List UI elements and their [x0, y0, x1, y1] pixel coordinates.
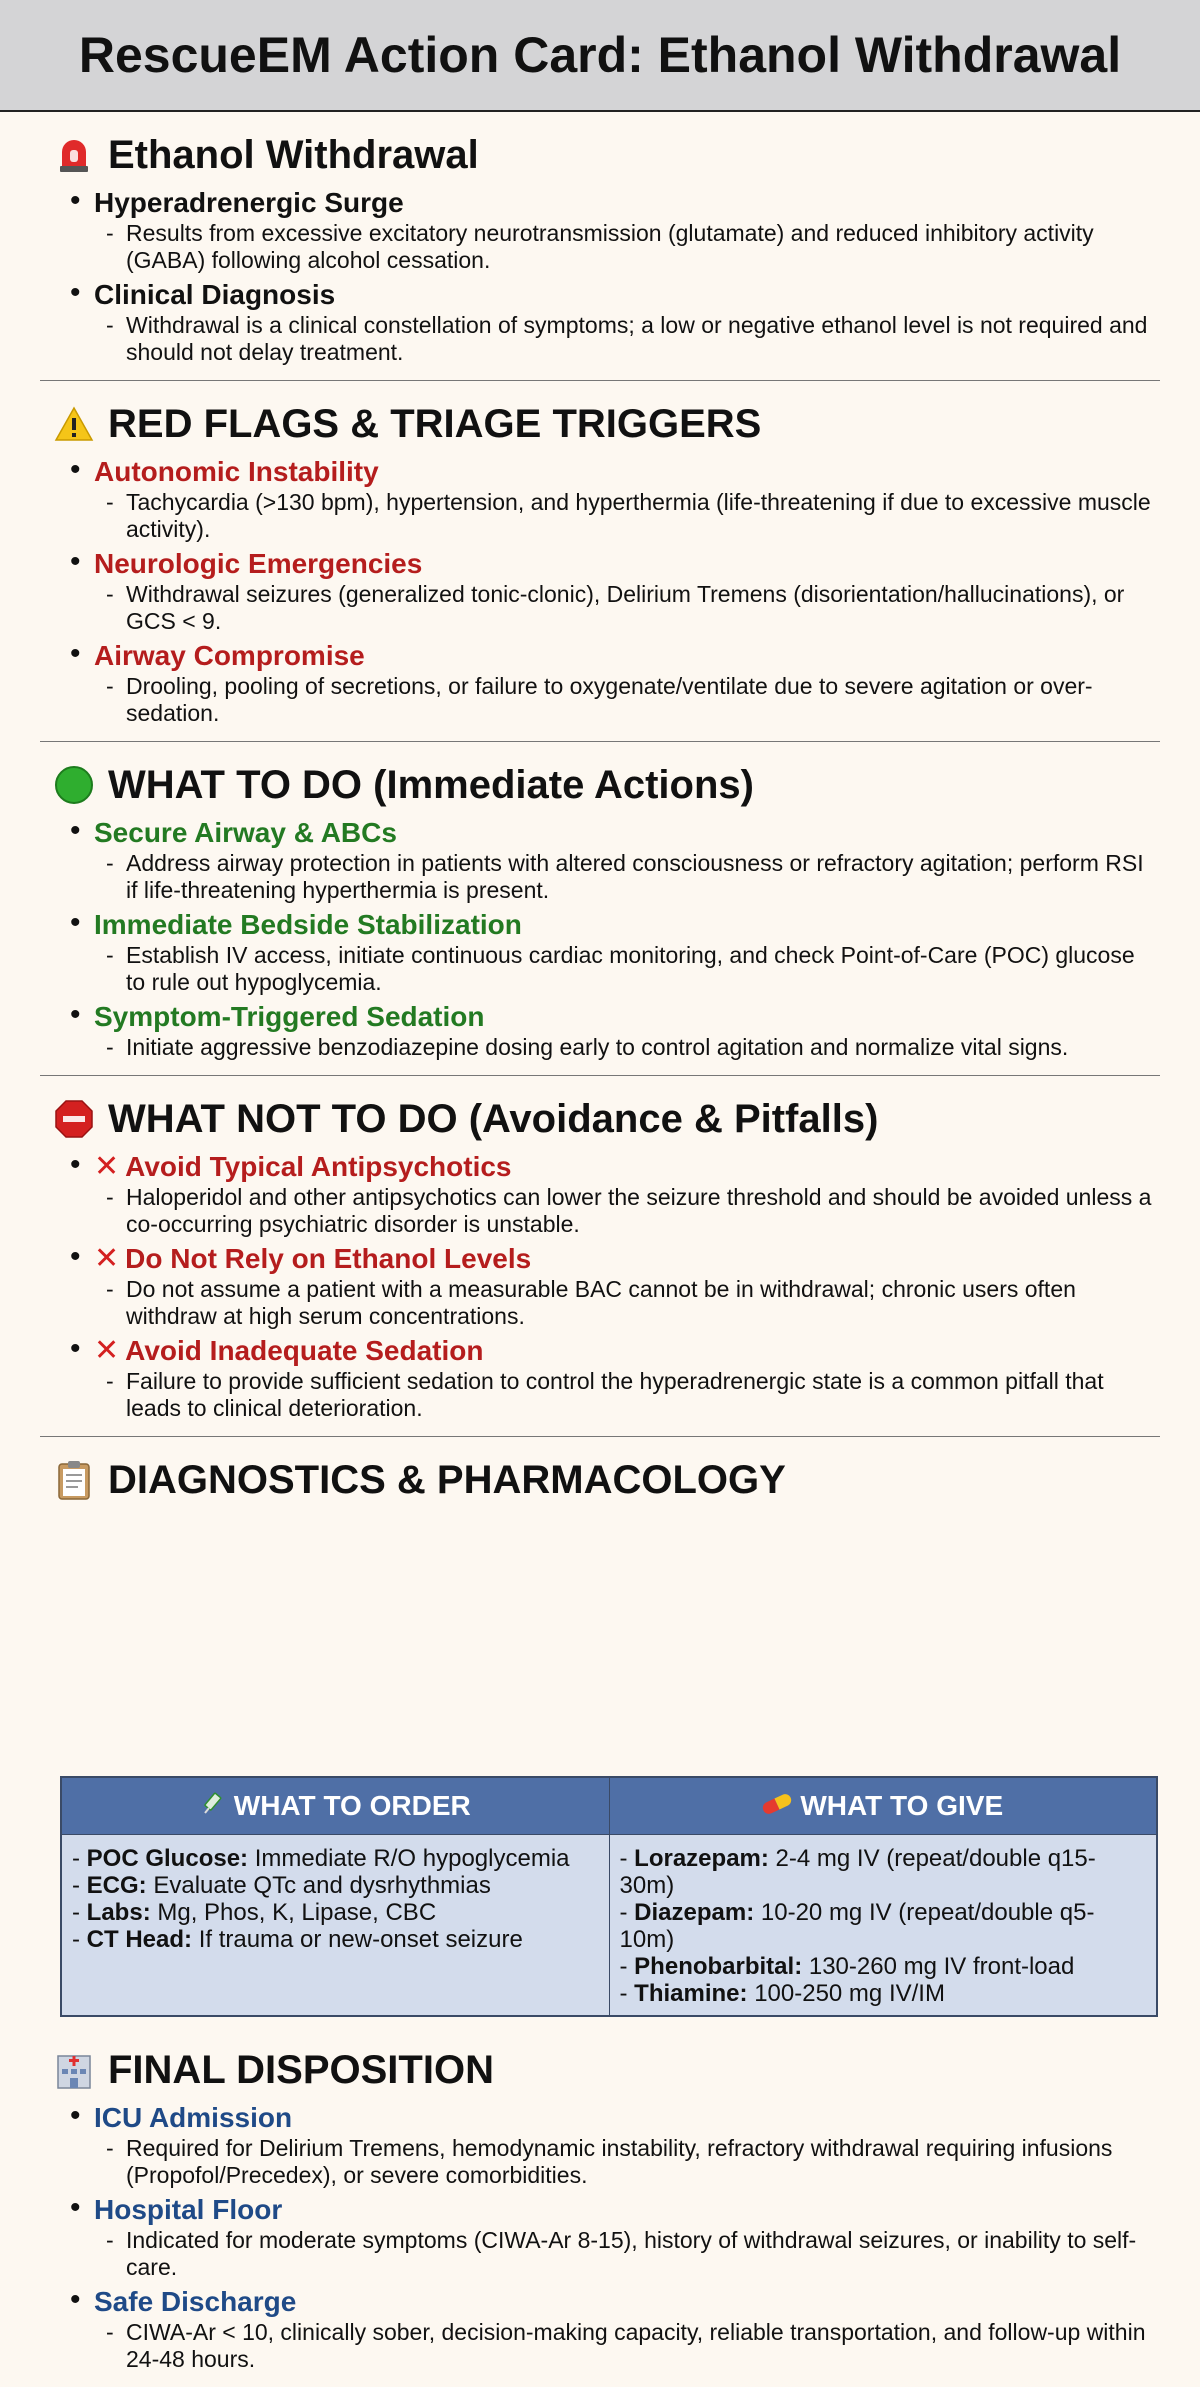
item-description: - Indicated for moderate symptoms (CIWA-Ar 8-15), history of withdrawal seizures, or inability to self-care.	[94, 2227, 1160, 2281]
section-heading	[54, 399, 1160, 449]
section-overview	[40, 112, 1160, 381]
section-title: FINAL DISPOSITION	[108, 2047, 494, 2092]
section-what-not-to-do	[40, 1076, 1160, 1437]
order-cell	[61, 1835, 609, 2017]
item-title: • Autonomic Instability	[94, 456, 379, 487]
order-column-header	[61, 1777, 609, 1835]
give-header-label: WHAT TO GIVE	[800, 1790, 1004, 1821]
syringe-icon	[200, 1790, 226, 1823]
item-title: • Symptom-Triggered Sedation	[94, 1001, 485, 1032]
section-title: Ethanol Withdrawal	[108, 132, 479, 177]
give-line: - Phenobarbital: 130-260 mg IV front-load	[619, 1953, 1075, 1980]
item-description: - Results from excessive excitatory neurotransmission (glutamate) and reduced inhibitory activity (GABA) following alcohol cessation.	[94, 220, 1160, 274]
list-item	[40, 1000, 1160, 1061]
give-line: - Thiamine: 100-250 mg IV/IM	[619, 1980, 945, 2007]
item-title	[94, 1334, 1160, 1368]
green-circle-icon	[54, 765, 94, 805]
order-header-label: WHAT TO ORDER	[233, 1790, 471, 1821]
section-title: RED FLAGS & TRIAGE TRIGGERS	[108, 401, 762, 446]
give-cell	[609, 1835, 1157, 2017]
list-item	[40, 639, 1160, 727]
item-title-text: Avoid Inadequate Sedation	[125, 1335, 484, 1366]
section-heading	[54, 1455, 1160, 1505]
section-red-flags	[40, 381, 1160, 742]
item-title: • Airway Compromise	[94, 640, 365, 671]
item-description: - Do not assume a patient with a measurable BAC cannot be in withdrawal; chronic users often withdraw at high serum concentrations.	[94, 1276, 1160, 1330]
item-description: - Required for Delirium Tremens, hemodynamic instability, refractory withdrawal requiring infusions (Propofol/Precedex), or severe comorbidities.	[94, 2135, 1160, 2189]
list-item	[40, 1334, 1160, 1422]
item-title	[94, 1242, 1160, 1276]
item-description: - Initiate aggressive benzodiazepine dosing early to control agitation and normalize vital signs.	[94, 1034, 1160, 1061]
list-item	[40, 1150, 1160, 1238]
cross-mark-icon: • ✕	[94, 1334, 120, 1367]
item-description: - Establish IV access, initiate continuous cardiac monitoring, and check Point-of-Care (POC) glucose to rule out hypoglycemia.	[94, 942, 1160, 996]
item-title: • Clinical Diagnosis	[94, 279, 336, 310]
give-line: - Diazepam: 10-20 mg IV (repeat/double q5-10m)	[619, 1899, 1095, 1953]
item-description: - Withdrawal seizures (generalized tonic-clonic), Delirium Tremens (disorientation/hallucinations), or GCS < 9.	[94, 581, 1160, 635]
give-line: - Lorazepam: 2-4 mg IV (repeat/double q15-30m)	[619, 1845, 1096, 1899]
warning-icon	[54, 404, 94, 444]
list-item	[40, 908, 1160, 996]
item-title-text: Avoid Typical Antipsychotics	[125, 1151, 512, 1182]
list-item	[40, 816, 1160, 904]
section-heading	[54, 2045, 1160, 2095]
section-disposition	[40, 2027, 1160, 2387]
item-description: - Withdrawal is a clinical constellation of symptoms; a low or negative ethanol level is not required and should not delay treatment.	[94, 312, 1160, 366]
item-description: - Address airway protection in patients with altered consciousness or refractory agitation; perform RSI if life-threatening hyperthermia is present.	[94, 850, 1160, 904]
section-what-to-do	[40, 742, 1160, 1076]
item-description: - Tachycardia (>130 bpm), hypertension, and hyperthermia (life-threatening if due to excessive muscle activity).	[94, 489, 1160, 543]
list-item	[40, 1242, 1160, 1330]
section-diagnostics	[40, 1437, 1160, 2027]
order-line: - POC Glucose: Immediate R/O hypoglycemia	[72, 1845, 570, 1872]
item-description: - CIWA-Ar < 10, clinically sober, decision-making capacity, reliable transportation, and follow-up within 24-48 hours.	[94, 2319, 1160, 2373]
item-title: • Hyperadrenergic Surge	[94, 187, 404, 218]
section-heading	[54, 1094, 1160, 1144]
order-line: - Labs: Mg, Phos, K, Lipase, CBC	[72, 1899, 437, 1926]
item-description: - Failure to provide sufficient sedation to control the hyperadrenergic state is a common pitfall that leads to clinical deterioration.	[94, 1368, 1160, 1422]
item-title-text: Do Not Rely on Ethanol Levels	[125, 1243, 532, 1274]
item-title	[94, 1150, 1160, 1184]
list-item	[40, 278, 1160, 366]
list-item	[40, 2101, 1160, 2189]
section-title: DIAGNOSTICS & PHARMACOLOGY	[108, 1457, 786, 1502]
list-item	[40, 547, 1160, 635]
hospital-icon	[54, 2050, 94, 2090]
section-title: WHAT NOT TO DO (Avoidance & Pitfalls)	[108, 1096, 879, 1141]
list-item	[40, 455, 1160, 543]
cross-mark-icon: • ✕	[94, 1150, 120, 1183]
item-title: • Neurologic Emergencies	[94, 548, 423, 579]
list-item	[40, 2285, 1160, 2373]
item-title: • Hospital Floor	[94, 2194, 283, 2225]
item-description: - Haloperidol and other antipsychotics can lower the seizure threshold and should be avoided unless a co-occurring psychiatric disorder is unstable.	[94, 1184, 1160, 1238]
item-title: • ICU Admission	[94, 2102, 293, 2133]
section-heading	[54, 130, 1160, 180]
section-title: WHAT TO DO (Immediate Actions)	[108, 762, 754, 807]
item-title: • Immediate Bedside Stabilization	[94, 909, 522, 940]
order-line: - CT Head: If trauma or new-onset seizure	[72, 1926, 523, 1953]
section-heading	[54, 760, 1160, 810]
item-description: - Drooling, pooling of secretions, or failure to oxygenate/ventilate due to severe agitation or over-sedation.	[94, 673, 1160, 727]
siren-icon	[54, 135, 94, 175]
list-item	[40, 186, 1160, 274]
item-title: • Safe Discharge	[94, 2286, 297, 2317]
pill-icon	[762, 1790, 792, 1822]
order-line: - ECG: Evaluate QTc and dysrhythmias	[72, 1872, 491, 1899]
page-header	[0, 0, 1200, 112]
card-content	[0, 112, 1200, 2387]
stop-sign-icon	[54, 1099, 94, 1139]
diagnostics-table	[60, 1776, 1158, 2017]
page-title: RescueEM Action Card: Ethanol Withdrawal	[78, 27, 1122, 83]
item-title: • Secure Airway & ABCs	[94, 817, 397, 848]
list-item	[40, 2193, 1160, 2281]
clipboard-icon	[54, 1460, 94, 1500]
cross-mark-icon: • ✕	[94, 1242, 120, 1275]
blank-area	[40, 1511, 1160, 1776]
give-column-header	[609, 1777, 1157, 1835]
